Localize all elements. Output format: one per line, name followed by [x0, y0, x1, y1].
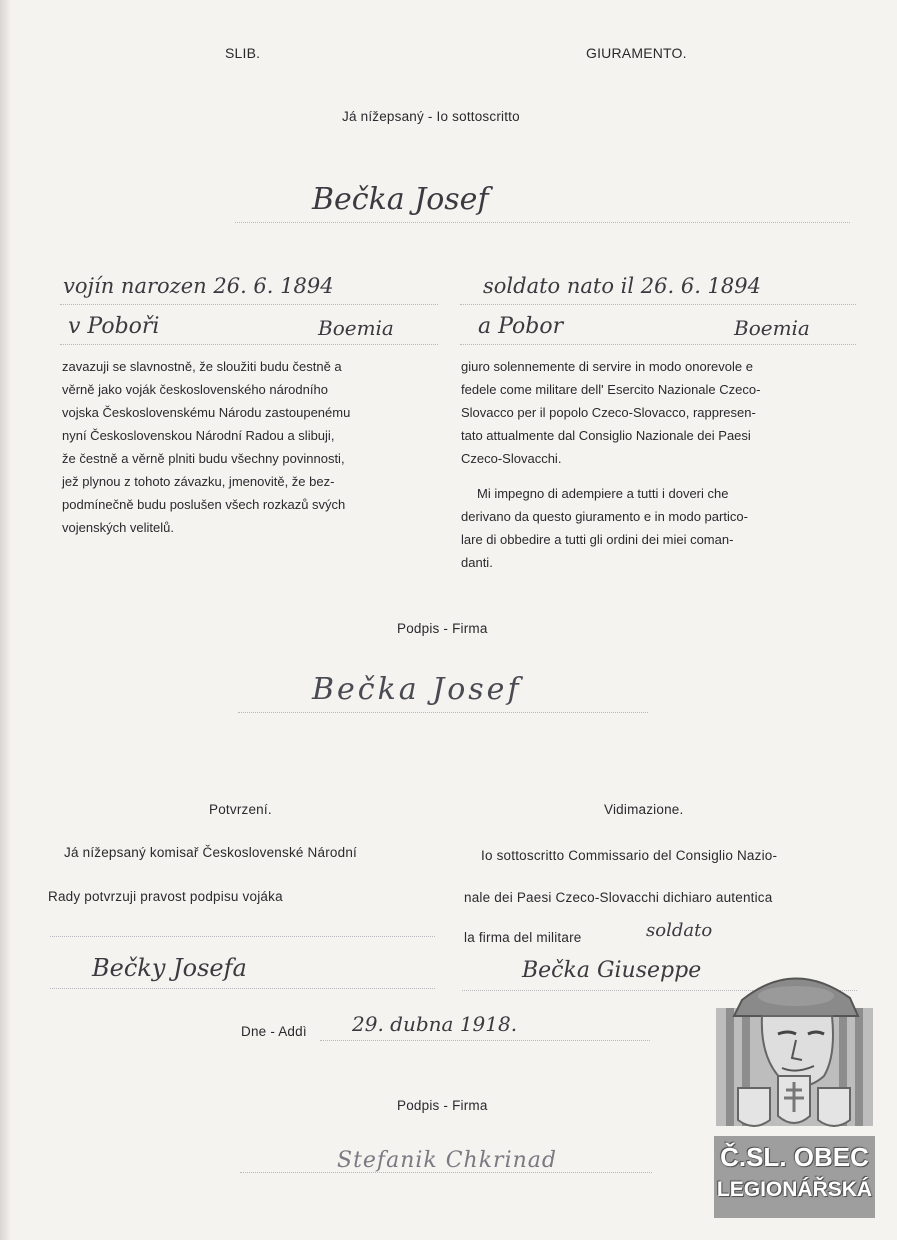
confirmation-text-italian-3: la firma del militare: [464, 930, 582, 945]
oath-line: Slovacco per il popolo Czeco-Slovacco, rappresen-: [461, 405, 756, 420]
commissioner-signature-rule: [240, 1172, 652, 1173]
oath-line: danti.: [461, 555, 493, 570]
date-value: 29. dubna 1918.: [352, 1012, 518, 1036]
birth-line-italian: soldato nato il 26. 6. 1894: [483, 274, 761, 298]
oath-text-czech: [62, 355, 438, 539]
soldier-signature: Bečka Josef: [312, 672, 522, 707]
intro-line: Já nížepsaný - Io sottoscritto: [342, 109, 520, 124]
date-rule: [320, 1040, 650, 1041]
title-italian: GIURAMENTO.: [586, 45, 687, 61]
confirmation-title-czech: Potvrzení.: [209, 802, 272, 817]
confirmation-text-czech-2: Rady potvrzuji pravost podpisu vojáka: [48, 889, 283, 904]
oath-line: Mi impegno di adempiere a tutti i doveri che: [477, 486, 729, 501]
name-rule: [235, 222, 850, 223]
place-rule-right: [460, 344, 856, 345]
birthplace-czech: v Poboři: [68, 314, 160, 339]
title-czech: SLIB.: [225, 45, 261, 61]
emblem-text-line1: Č.SL. OBEC: [720, 1142, 869, 1172]
oath-line: podmínečně budu poslušen všech rozkazů svých: [62, 497, 346, 512]
confirmation-text-italian-1: Io sottoscritto Commissario del Consiglio Nazio-: [481, 848, 778, 863]
commissioner-signature: Stefanik Chkrinad: [337, 1148, 557, 1173]
page-binding-shadow: [0, 0, 10, 1240]
oath-line: věrně jako voják československého národního: [62, 382, 328, 397]
handwritten-name-genitive: Bečky Josefa: [92, 954, 247, 982]
oath-line: nyní Československou Národní Radou a slibuji,: [62, 428, 335, 443]
legion-emblem-logo: [712, 960, 877, 1220]
signature-rule: [238, 712, 648, 713]
country-czech: Boemia: [318, 316, 394, 340]
confirmation-text-italian-2: nale dei Paesi Czeco-Slovacchi dichiaro autentica: [464, 890, 773, 905]
date-label: Dne - Addì: [241, 1024, 307, 1039]
oath-line: Czeco-Slovacchi.: [461, 451, 562, 466]
oath-line: jež plynou z tohoto závazku, jmenovitě, že bez-: [62, 474, 335, 489]
confirmation-rule-left-2: [50, 988, 435, 989]
oath-line: derivano da questo giuramento e in modo partico-: [461, 509, 748, 524]
confirmation-rule-left: [50, 936, 435, 937]
signature-label: Podpis - Firma: [397, 621, 488, 636]
handwritten-name-italian: Bečka Giuseppe: [522, 958, 702, 983]
birth-line-czech: vojín narozen 26. 6. 1894: [63, 274, 334, 298]
confirmation-title-italian: Vidimazione.: [604, 802, 684, 817]
oath-line: fedele come militare dell' Esercito Nazionale Czeco-: [461, 382, 761, 397]
oath-line: vojska Československému Národu zastoupenému: [62, 405, 351, 420]
confirmation-text-czech-1: Já nížepsaný komisař Československé Národní: [64, 845, 357, 860]
birth-rule-left: [60, 304, 438, 305]
birthplace-italian: a Pobor: [478, 314, 564, 339]
birth-rule-right: [460, 304, 856, 305]
oath-line: že čestně a věrně plniti budu všechny povinnosti,: [62, 451, 345, 466]
handwritten-soldato: soldato: [646, 920, 713, 941]
oath-line: zavazuji se slavnostně, že sloužiti budu čestně a: [62, 359, 342, 374]
oath-line: giuro solennemente di servire in modo onorevole e: [461, 359, 753, 374]
oath-line: vojenských velitelů.: [62, 520, 174, 535]
place-rule-left: [60, 344, 438, 345]
handwritten-name: Bečka Josef: [312, 182, 489, 217]
oath-line: tato attualmente dal Consiglio Nazionale dei Paesi: [461, 428, 751, 443]
country-italian: Boemia: [734, 316, 810, 340]
commissioner-signature-label: Podpis - Firma: [397, 1098, 488, 1113]
oath-text-italian: [461, 355, 855, 574]
emblem-text-line2: LEGIONÁŘSKÁ: [716, 1178, 873, 1201]
oath-line: lare di obbedire a tutti gli ordini dei miei coman-: [461, 532, 734, 547]
